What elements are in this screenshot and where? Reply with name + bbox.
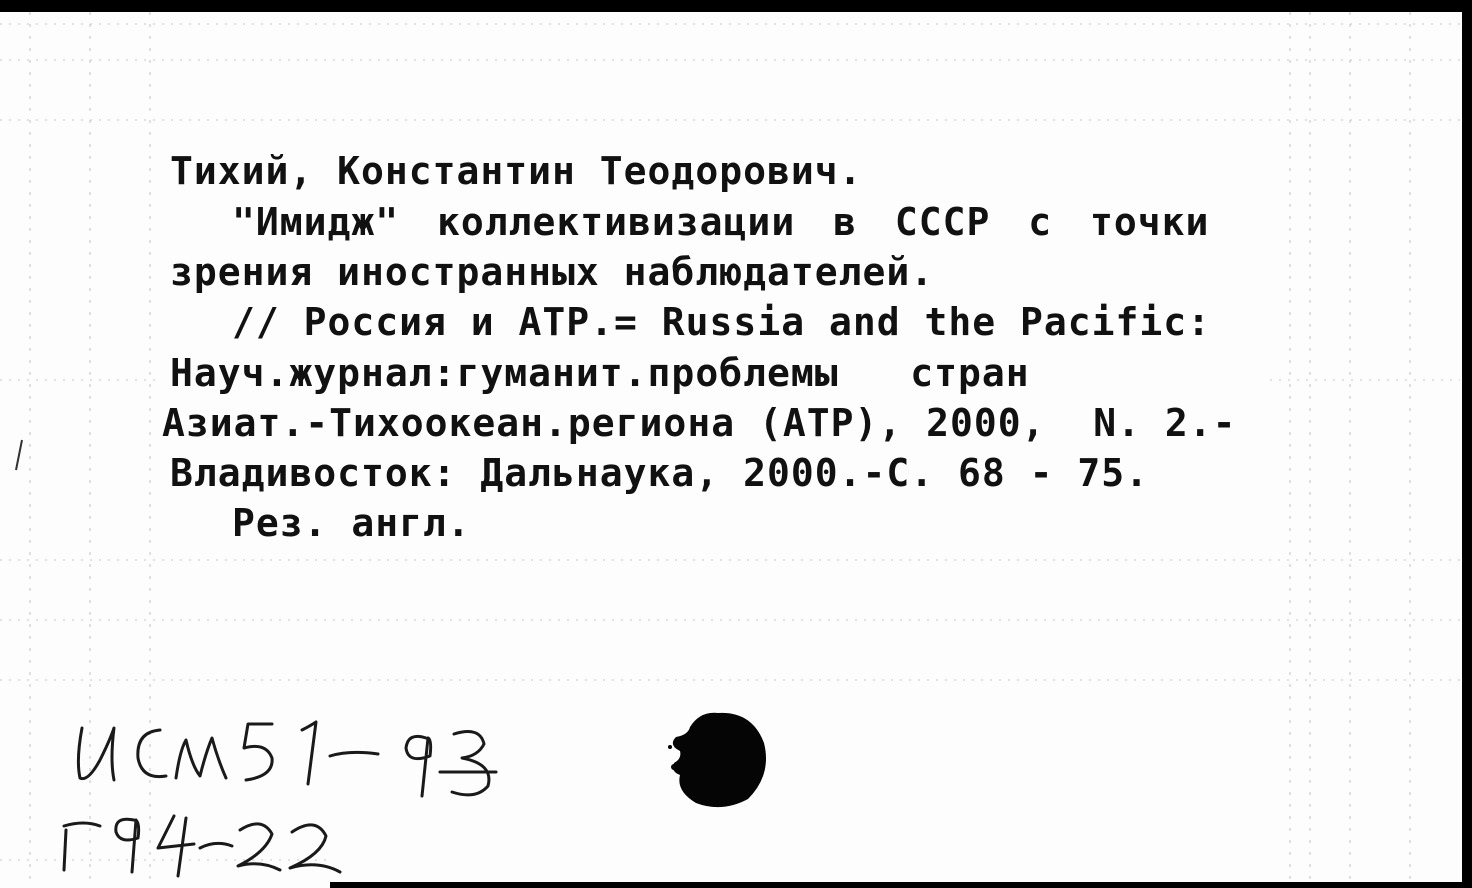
source-line-3: Азиат.-Тихоокеан.региона (АТР), 2000, N. 2.- [162, 401, 1237, 445]
title-line-2: зрения иностранных наблюдателей. [170, 250, 935, 294]
author-heading: Тихий, Константин Теодорович. [170, 149, 863, 193]
ink-blot [660, 705, 780, 815]
handwritten-call-number [40, 700, 600, 880]
summary-note: Рез. англ. [232, 501, 471, 545]
source-line-1: // Россия и АТР.= Russia and the Pacific: [232, 300, 1211, 344]
title-line-1: "Имидж" коллективизации в СССР с точки [232, 200, 1210, 244]
source-line-4: Владивосток: Дальнаука, 2000.-С. 68 - 75. [170, 451, 1149, 495]
source-line-2: Науч.журнал:гуманит.проблемы стран [170, 351, 1030, 395]
